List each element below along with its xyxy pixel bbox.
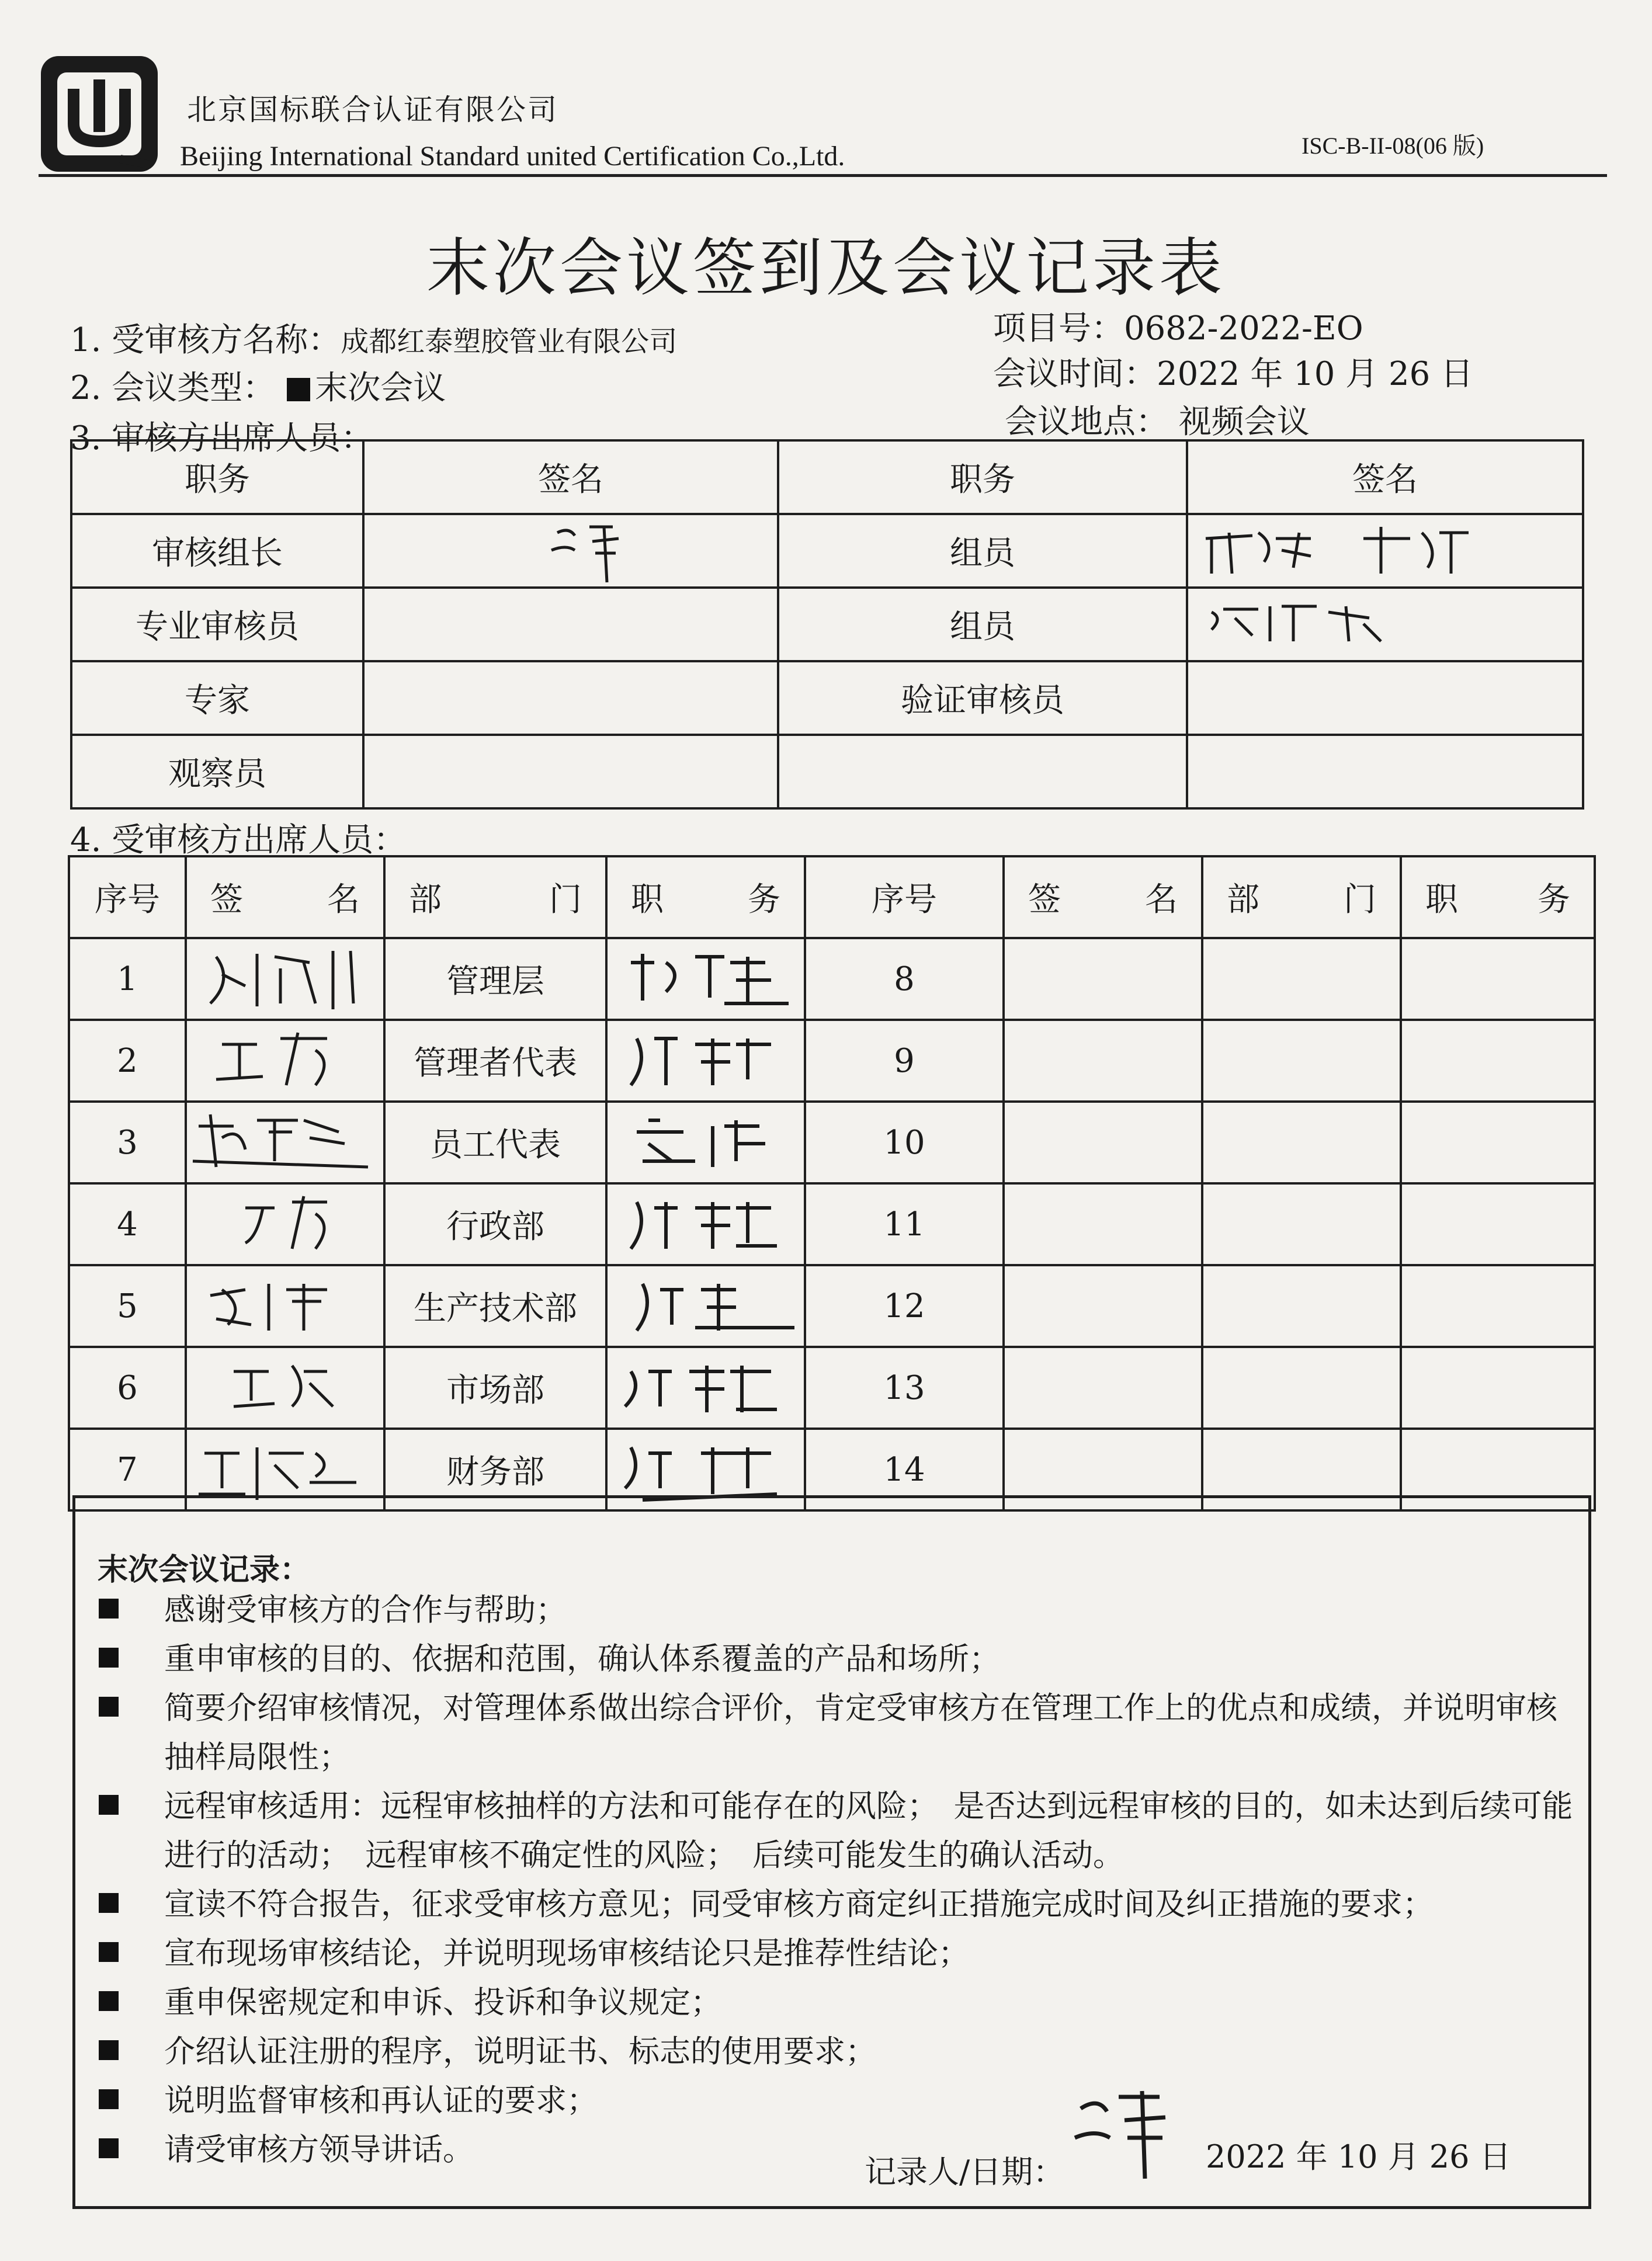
row-number: 5	[69, 1265, 186, 1347]
signature-cell	[1187, 514, 1583, 588]
recorder-date: 2022 年 10 月 26 日	[1206, 2138, 1511, 2175]
role-cell	[778, 735, 1187, 808]
table-row	[69, 1102, 1595, 1183]
row-number: 10	[805, 1102, 1004, 1183]
bullet-icon	[99, 1893, 119, 1913]
signature-cell	[186, 1020, 384, 1102]
signature-cell	[363, 661, 778, 735]
header-signature: 签 名	[186, 856, 384, 938]
list-item: 远程审核适用：远程审核抽样的方法和可能存在的风险； 是否达到远程审核的目的，如未达到后续可能进行的活动； 远程审核不确定性的风险； 后续可能发生的确认活动。	[99, 1782, 1582, 1880]
signature-cell	[1004, 1102, 1202, 1183]
notes-list	[99, 1586, 1582, 2175]
handwritten-position	[608, 939, 804, 1016]
table-row	[71, 735, 1583, 808]
role-cell: 专业审核员	[71, 588, 363, 661]
header-role: 职务	[71, 440, 363, 514]
signature-cell	[363, 514, 778, 588]
handwritten-position	[608, 1021, 804, 1098]
bullet-icon	[99, 2040, 119, 2060]
audited-party-label: 1. 受审核方名称：	[70, 321, 341, 359]
list-item: 重申保密规定和申诉、投诉和争议规定；	[99, 1978, 1582, 2027]
signature-cell	[363, 588, 778, 661]
handwritten-signature	[187, 1266, 383, 1343]
role-cell: 审核组长	[71, 514, 363, 588]
table-row	[71, 514, 1583, 588]
list-item: 宣布现场审核结论，并说明现场审核结论只是推荐性结论；	[99, 1929, 1582, 1978]
handwritten-position	[608, 1103, 804, 1180]
meeting-type-label: 2. 会议类型：	[70, 369, 276, 407]
signature-cell	[1004, 1265, 1202, 1347]
role-cell: 验证审核员	[778, 661, 1187, 735]
bullet-icon	[99, 2089, 119, 2109]
signature-cell	[1004, 1020, 1202, 1102]
header-divider	[39, 174, 1607, 177]
table-row	[69, 938, 1595, 1020]
table-row	[69, 1265, 1595, 1347]
handwritten-signature	[187, 1103, 383, 1180]
department-cell: 财务部	[384, 1429, 606, 1510]
department-cell	[1202, 1265, 1401, 1347]
handwritten-signature	[1188, 589, 1580, 658]
meeting-type	[70, 362, 446, 409]
table-row	[69, 1347, 1595, 1429]
row-number: 3	[69, 1102, 186, 1183]
department-cell	[1202, 1347, 1401, 1429]
role-cell: 专家	[71, 661, 363, 735]
position-cell	[606, 1347, 805, 1429]
row-number: 1	[69, 938, 186, 1020]
list-item: 介绍认证注册的程序，说明证书、标志的使用要求；	[99, 2027, 1582, 2076]
header-position: 职 务	[1401, 856, 1595, 938]
list-item: 请受审核方领导讲话。	[99, 2125, 1582, 2175]
signature-cell	[1187, 735, 1583, 808]
header-no: 序号	[69, 856, 186, 938]
department-cell	[1202, 1102, 1401, 1183]
position-cell	[1401, 1347, 1595, 1429]
header-no: 序号	[805, 856, 1004, 938]
table-row	[71, 661, 1583, 735]
department-cell: 管理者代表	[384, 1020, 606, 1102]
header-department: 部 门	[384, 856, 606, 938]
position-cell	[606, 1265, 805, 1347]
meeting-notes-box	[72, 1495, 1591, 2209]
signature-cell	[1187, 588, 1583, 661]
row-number: 13	[805, 1347, 1004, 1429]
list-item: 感谢受审核方的合作与帮助；	[99, 1586, 1582, 1635]
company-name-en: Beijing International Standard united Certification Co.,Ltd.	[180, 141, 845, 172]
position-cell	[606, 1102, 805, 1183]
header-position: 职 务	[606, 856, 805, 938]
department-cell: 市场部	[384, 1347, 606, 1429]
header-signature: 签名	[363, 440, 778, 514]
role-cell: 观察员	[71, 735, 363, 808]
position-cell	[606, 1183, 805, 1265]
row-number: 11	[805, 1183, 1004, 1265]
header-signature: 签名	[1187, 440, 1583, 514]
header-role: 职务	[778, 440, 1187, 514]
signature-cell	[1187, 661, 1583, 735]
bullet-icon	[99, 1599, 119, 1619]
signature-cell	[186, 1265, 384, 1347]
auditor-attendees-label: 3. 审核方出席人员：	[70, 419, 374, 457]
row-number: 2	[69, 1020, 186, 1102]
company-name-cn: 北京国标联合认证有限公司	[187, 93, 558, 127]
signature-cell	[1004, 938, 1202, 1020]
role-cell: 组员	[778, 588, 1187, 661]
position-cell	[1401, 1020, 1595, 1102]
list-item: 重申审核的目的、依据和范围，确认体系覆盖的产品和场所；	[99, 1635, 1582, 1684]
role-cell: 组员	[778, 514, 1187, 588]
bullet-icon	[99, 1795, 119, 1815]
handwritten-position	[608, 1266, 804, 1343]
row-number: 14	[805, 1429, 1004, 1510]
recorder-label: 记录人/日期：	[865, 2154, 1065, 2190]
table-header-row	[71, 440, 1583, 514]
signature-cell	[186, 1102, 384, 1183]
header-department: 部 门	[1202, 856, 1401, 938]
handwritten-signature	[187, 1021, 383, 1098]
row-number: 6	[69, 1347, 186, 1429]
department-cell: 员工代表	[384, 1102, 606, 1183]
checked-box-icon	[287, 378, 310, 401]
form-code: ISC-B-II-08(06 版)	[1302, 133, 1484, 159]
header-signature: 签 名	[1004, 856, 1202, 938]
list-item: 宣读不符合报告，征求受审核方意见；同受审核方商定纠正措施完成时间及纠正措施的要求；	[99, 1880, 1582, 1929]
position-cell	[1401, 938, 1595, 1020]
position-cell	[606, 1020, 805, 1102]
handwritten-signature	[365, 515, 773, 584]
list-item: 说明监督审核和再认证的要求；	[99, 2076, 1582, 2125]
signature-cell	[186, 938, 384, 1020]
signature-cell	[363, 735, 778, 808]
position-cell	[606, 938, 805, 1020]
handwritten-position	[608, 1348, 804, 1425]
list-item: 简要介绍审核情况，对管理体系做出综合评价，肯定受审核方在管理工作上的优点和成绩，并说明审核抽样局限性；	[99, 1684, 1582, 1782]
handwritten-signature	[187, 1348, 383, 1425]
table-row	[69, 1183, 1595, 1265]
handwritten-signature	[187, 1185, 383, 1262]
position-cell	[1401, 1102, 1595, 1183]
bullet-icon	[99, 1991, 119, 2011]
auditee-attendance-table	[68, 855, 1596, 1512]
department-cell: 生产技术部	[384, 1265, 606, 1347]
position-cell	[1401, 1183, 1595, 1265]
bullet-icon	[99, 2138, 119, 2158]
table-row	[69, 1020, 1595, 1102]
notes-title: 末次会议记录：	[98, 1552, 311, 1588]
audited-party	[70, 314, 677, 361]
meeting-type-value: 末次会议	[315, 369, 446, 407]
handwritten-position	[608, 1185, 804, 1262]
row-number: 9	[805, 1020, 1004, 1102]
bullet-icon	[99, 1648, 119, 1668]
meeting-place: 会议地点： 视频会议	[1005, 403, 1310, 441]
project-number: 项目号：0682-2022-EO	[993, 310, 1363, 348]
handwritten-signature	[1188, 515, 1580, 584]
auditor-attendance-table	[70, 439, 1584, 810]
auditee-attendees-label: 4. 受审核方出席人员：	[70, 821, 407, 859]
row-number: 7	[69, 1429, 186, 1510]
department-cell: 行政部	[384, 1183, 606, 1265]
bullet-icon	[99, 1697, 119, 1717]
department-cell	[1202, 938, 1401, 1020]
position-cell	[1401, 1265, 1595, 1347]
signature-cell	[1004, 1347, 1202, 1429]
row-number: 8	[805, 938, 1004, 1020]
department-cell: 管理层	[384, 938, 606, 1020]
page-title: 末次会议签到及会议记录表	[426, 232, 1226, 305]
bullet-icon	[99, 1942, 119, 1962]
audited-party-value: 成都红泰塑胶管业有限公司	[341, 325, 678, 358]
department-cell	[1202, 1020, 1401, 1102]
signature-cell	[1004, 1183, 1202, 1265]
signature-cell	[186, 1347, 384, 1429]
department-cell	[1202, 1183, 1401, 1265]
table-header-row	[69, 856, 1595, 938]
meeting-time: 会议时间：2022 年 10 月 26 日	[993, 355, 1474, 393]
table-row	[71, 588, 1583, 661]
row-number: 4	[69, 1183, 186, 1265]
handwritten-signature	[187, 939, 383, 1016]
row-number: 12	[805, 1265, 1004, 1347]
signature-cell	[186, 1183, 384, 1265]
recorder-signature	[1069, 2079, 1198, 2184]
bisc-logo-icon	[39, 54, 160, 174]
